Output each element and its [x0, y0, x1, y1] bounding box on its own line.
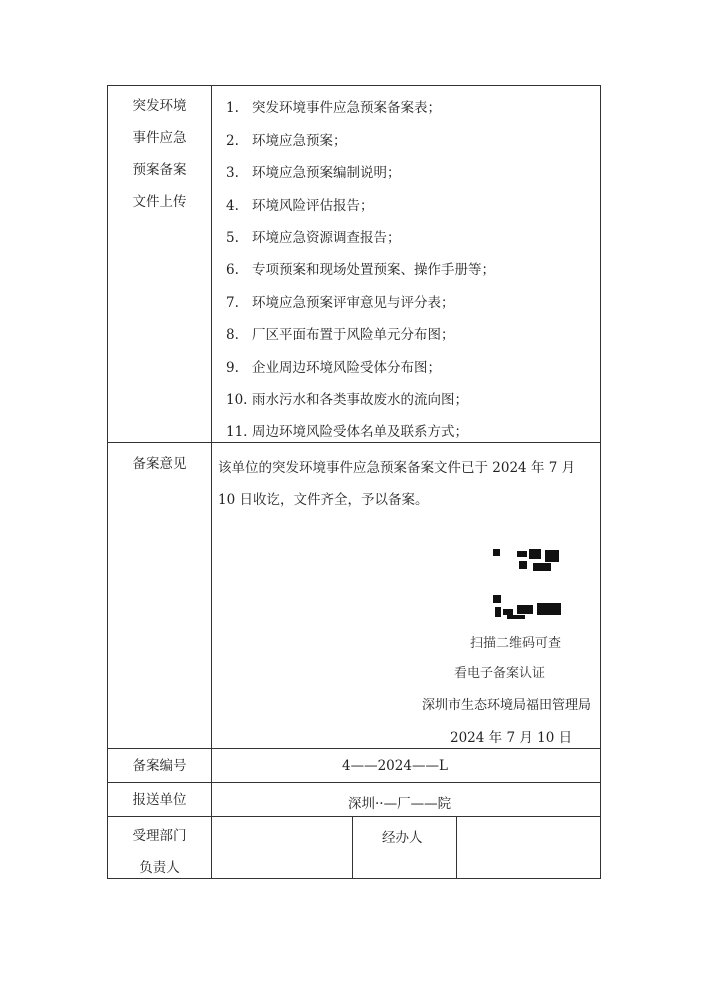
list-item: 7. 环境应急预案评审意见与评分表； [226, 295, 455, 311]
list-item: 11. 周边环境风险受体名单及联系方式； [226, 424, 468, 440]
submitting-unit-value: 深圳··—厂——院 [348, 796, 452, 812]
qr-mask [493, 571, 565, 593]
column-divider [211, 86, 212, 879]
list-item: 6. 专项预案和现场处置预案、操作手册等； [226, 262, 495, 278]
list-item: 8. 厂区平面布置于风险单元分布图； [226, 327, 455, 343]
label-line: 受理部门 [132, 828, 187, 844]
opinion-label: 备案意见 [132, 456, 187, 472]
label-line: 突发环境 [132, 98, 187, 114]
list-item: 3. 环境应急预案编制说明； [226, 165, 401, 181]
label-line: 文件上传 [132, 194, 187, 210]
opinion-text: 该单位的突发环境事件应急预案备案文件已于 2024 年 7 月 10 日收讫，文件齐全，予以备案。 [218, 460, 576, 508]
filing-form-table [107, 85, 601, 879]
list-item: 2. 环境应急预案； [226, 133, 347, 149]
label-line: 负责人 [139, 860, 180, 876]
label-line: 预案备案 [132, 162, 187, 178]
row-divider [108, 816, 600, 817]
list-item: 9. 企业周边环境风险受体分布图； [226, 360, 441, 376]
qr-caption-line2: 看电子备案认证 [454, 666, 546, 681]
list-item: 4. 环境风险评估报告； [226, 198, 374, 214]
qr-caption-line1: 扫描二维码可查 [470, 636, 562, 651]
row-divider [108, 782, 600, 783]
column-divider [456, 816, 457, 879]
filing-number-label: 备案编号 [132, 758, 187, 774]
submitting-unit-label: 报送单位 [132, 792, 187, 808]
row-divider [108, 442, 600, 443]
row-divider [108, 748, 600, 749]
filing-date: 2024 年 7 月 10 日 [450, 730, 573, 746]
list-item: 5. 环境应急资源调查报告； [226, 230, 401, 246]
label-line: 事件应急 [132, 130, 187, 146]
upload-section-label [108, 90, 211, 218]
list-item: 10. 雨水污水和各类事故废水的流向图； [226, 392, 468, 408]
dept-head-label [108, 820, 211, 884]
filing-number-value: 4——2024——L [342, 758, 448, 774]
list-item: 1. 突发环境事件应急预案备案表； [226, 100, 441, 116]
handler-label: 经办人 [382, 830, 423, 846]
authority-name: 深圳市生态环境局福田管理局 [422, 698, 592, 713]
column-divider [352, 816, 353, 879]
